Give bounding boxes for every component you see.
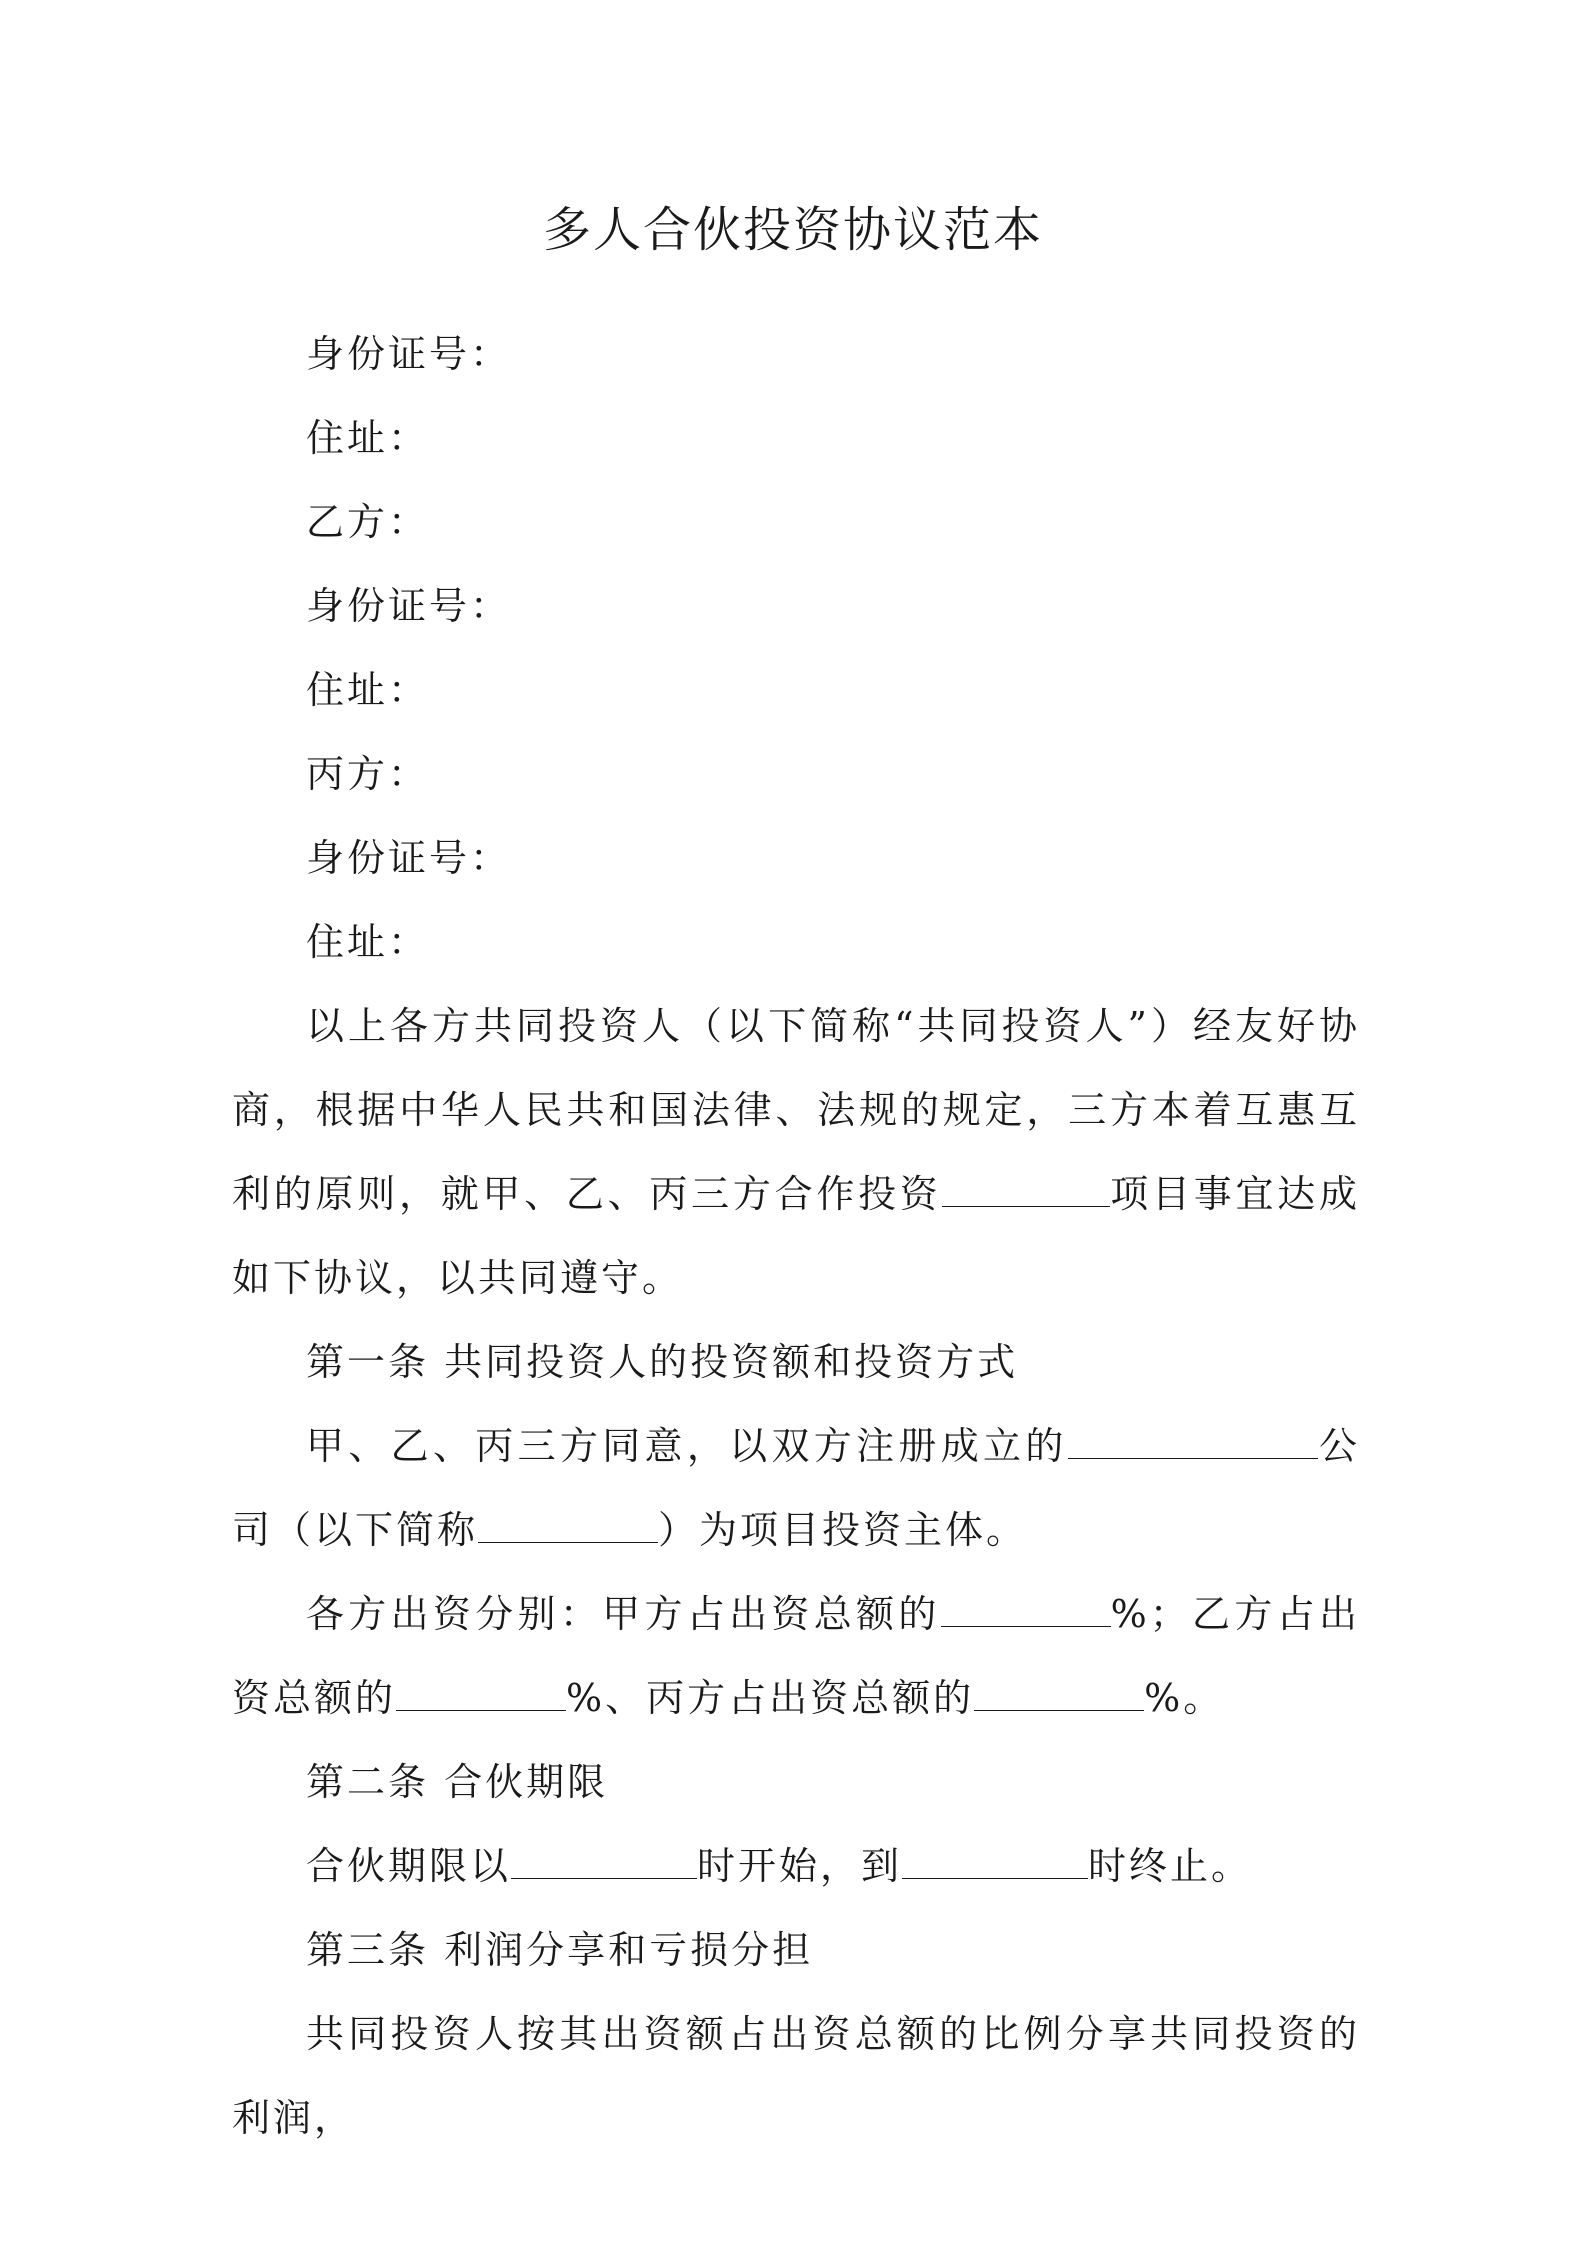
company-name-blank[interactable] [1068,1428,1318,1459]
party-b-id-line: 身份证号： [306,584,512,628]
contribution-text-a: 各方出资分别：甲方占出资总额的 [306,1592,941,1636]
contribution-paragraph [232,1572,1360,1740]
party-a-address-line: 住址： [306,416,430,460]
term-text-c: 时终止。 [1088,1844,1253,1888]
article-1-heading: 第一条 共同投资人的投资额和投资方式 [306,1340,1019,1384]
end-date-blank[interactable] [902,1848,1088,1879]
company-short-name-blank[interactable] [478,1512,658,1543]
party-c-address-line: 住址： [306,920,430,964]
project-name-blank[interactable] [942,1176,1110,1207]
party-b-address-line: 住址： [306,668,430,712]
document-body [232,312,1360,2160]
preamble-text-b: 项目事宜达成如下协议，以共同遵守。 [232,1172,1360,1300]
party-b-share-blank[interactable] [396,1680,566,1711]
contribution-text-b: %；乙方占出资总额的 [232,1592,1360,1720]
profit-sharing-paragraph: 共同投资人按其出资额占出资总额的比例分享共同投资的利润， [232,2012,1360,2140]
entity-text-c: ）为项目投资主体。 [658,1508,1028,1552]
article-3-heading: 第三条 利润分享和亏损分担 [306,1928,814,1972]
party-c-share-blank[interactable] [974,1680,1144,1711]
party-a-id-line: 身份证号： [306,332,512,376]
party-c-id-line: 身份证号： [306,836,512,880]
entity-text-b: 公司（以下简称 [232,1424,1360,1552]
start-date-blank[interactable] [511,1848,697,1879]
entity-text-a: 甲、乙、丙三方同意，以双方注册成立的 [306,1424,1068,1468]
article-2-heading: 第二条 合伙期限 [306,1760,609,1804]
document-title: 多人合伙投资协议范本 [542,202,1043,258]
term-text-a: 合伙期限以 [306,1844,512,1888]
party-a-share-blank[interactable] [941,1596,1111,1627]
preamble-paragraph [232,984,1360,1320]
investment-entity-paragraph [232,1404,1360,1572]
term-text-b: 时开始，到 [697,1844,903,1888]
party-c-line: 丙方： [306,752,430,796]
party-b-line: 乙方： [306,500,430,544]
contribution-text-d: %。 [1144,1676,1225,1720]
preamble-text-a: 以上各方共同投资人（以下简称“共同投资人”）经友好协商，根据中华人民共和国法律、法规的规定，三方本着互惠互利的原则，就甲、乙、丙三方合作投资 [232,1004,1360,1216]
term-paragraph [232,1824,1360,1908]
contribution-text-c: %、丙方占出资总额的 [566,1676,975,1720]
